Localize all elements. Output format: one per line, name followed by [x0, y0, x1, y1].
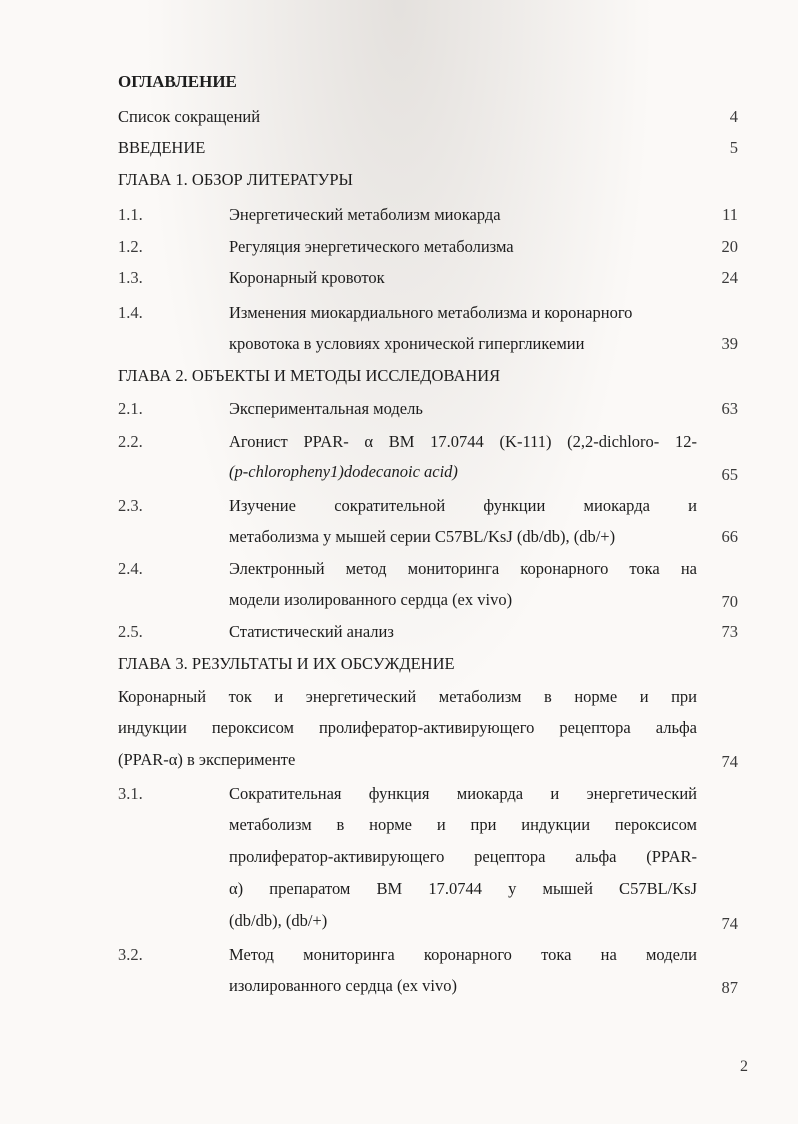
toc-num-2-2: 2.2. — [118, 432, 143, 451]
toc-page-3-2: 87 — [721, 978, 738, 997]
toc-page-2-2: 65 — [721, 465, 738, 484]
toc-entry-abbrev: Список сокращений — [118, 107, 261, 126]
toc-entry-3-2-line2: изолированного сердца (ex vivo) — [229, 976, 457, 995]
toc-entry-3-1-line4: α) препаратом BM 17.0744 у мышей C57BL/KsJ — [229, 879, 697, 898]
toc-entry-intro: ВВЕДЕНИЕ — [118, 138, 206, 157]
toc-page-intro: 5 — [729, 138, 738, 157]
toc-entry-1-3: Коронарный кровоток — [229, 268, 385, 287]
toc-num-3-1: 3.1. — [118, 784, 143, 803]
chapter-3-title: ГЛАВА 3. РЕЗУЛЬТАТЫ И ИХ ОБСУЖДЕНИЕ — [118, 654, 455, 673]
toc-num-1-2: 1.2. — [118, 237, 143, 256]
page-number: 2 — [740, 1058, 748, 1075]
toc-entry-2-3-line1: Изучение сократительной функции миокарда и — [229, 496, 697, 515]
toc-entry-2-4-line2: модели изолированного сердца (ex vivo) — [229, 590, 513, 609]
toc-page-2-1: 63 — [721, 399, 738, 418]
toc-entry-1-2: Регуляция энергетического метаболизма — [229, 237, 514, 256]
toc-entry-3-2-line1: Метод мониторинга коронарного тока на модели — [229, 945, 697, 964]
toc-entry-2-3-line2: метаболизма у мышей серии C57BL/KsJ (db/db), (db/+) — [229, 527, 616, 546]
toc-page-2-3: 66 — [721, 527, 738, 546]
toc-entry-3-1-line3: пролифератор-активирующего рецептора альфа (PPAR- — [229, 847, 697, 866]
toc-num-2-5: 2.5. — [118, 622, 143, 641]
toc-page-chapter-3-intro: 74 — [721, 752, 738, 771]
chapter-3-intro-line2: индукции пероксисом пролифератор-активирующего рецептора альфа — [118, 718, 697, 737]
toc-num-1-4: 1.4. — [118, 303, 143, 322]
toc-num-1-1: 1.1. — [118, 205, 143, 224]
toc-heading: ОГЛАВЛЕНИЕ — [118, 72, 237, 91]
toc-entry-2-1: Экспериментальная модель — [229, 399, 423, 418]
toc-page-abbrev: 4 — [729, 107, 738, 126]
toc-page-1-3: 24 — [721, 268, 738, 287]
toc-entry-1-4-line2: кровотока в условиях хронической гипергликемии — [229, 334, 585, 353]
toc-page-2-5: 73 — [721, 622, 738, 641]
toc-num-1-3: 1.3. — [118, 268, 143, 287]
toc-page-1-1: 11 — [722, 205, 738, 224]
chapter-3-intro-line3: (PPAR-α) в эксперименте — [118, 750, 296, 769]
toc-entry-2-5: Статистический анализ — [229, 622, 394, 641]
toc-entry-2-2-line2: (p-chloropheny1)dodecanoic acid) — [229, 462, 458, 481]
toc-num-2-3: 2.3. — [118, 496, 143, 515]
toc-page-2-4: 70 — [721, 592, 738, 611]
toc-num-2-4: 2.4. — [118, 559, 143, 578]
toc-entry-2-2-line1: Агонист PPAR- α BM 17.0744 (K-111) (2,2-dichloro- 12- — [229, 432, 697, 451]
toc-entry-1-1: Энергетический метаболизм миокарда — [229, 205, 501, 224]
toc-entry-3-1-line5: (db/db), (db/+) — [229, 911, 328, 930]
toc-entry-3-1-line1: Сократительная функция миокарда и энергетический — [229, 784, 697, 803]
toc-num-3-2: 3.2. — [118, 945, 143, 964]
chapter-1-title: ГЛАВА 1. ОБЗОР ЛИТЕРАТУРЫ — [118, 170, 353, 189]
toc-entry-2-4-line1: Электронный метод мониторинга коронарного тока на — [229, 559, 697, 578]
toc-entry-3-1-line2: метаболизм в норме и при индукции пероксисом — [229, 815, 697, 834]
toc-page-1-4: 39 — [721, 334, 738, 353]
chapter-3-intro-line1: Коронарный ток и энергетический метаболизм в норме и при — [118, 687, 697, 706]
chapter-2-title: ГЛАВА 2. ОБЪЕКТЫ И МЕТОДЫ ИССЛЕДОВАНИЯ — [118, 366, 501, 385]
toc-page-1-2: 20 — [721, 237, 738, 256]
toc-num-2-1: 2.1. — [118, 399, 143, 418]
toc-entry-1-4-line1: Изменения миокардиального метаболизма и коронарного — [229, 303, 633, 322]
toc-page-3-1: 74 — [721, 914, 738, 933]
